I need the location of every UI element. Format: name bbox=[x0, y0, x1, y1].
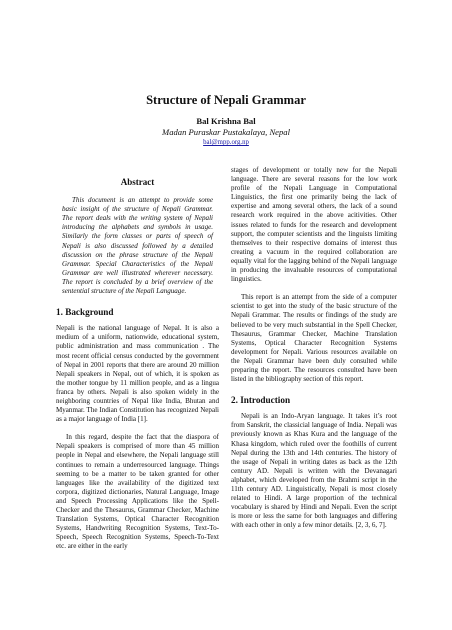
paragraph: Nepali is the national language of Nepal. It is also a medium of a uniform, nationwide, educational system, public administration and mass communication . The most recent official census conducted by the government of Nepal in 2001 reports that there are around 20 million Nepali speakers in Nepal, out of which, it is spoken as the mother tongue by 11 million people, and as a lingua franca by others. Nepali is also spoken widely in the neighboring countries of Nepal like India, Bhutan and Myanmar. The Indian Constitution has recognized Nepali as a major language of India [1]. bbox=[56, 324, 219, 424]
abstract-text: This document is an attempt to provide some basic insight of the structure of Nepali Grammar. The report deals with the writing system of Nepali introducing the alphabets and symbols in usage. Similarly the form classes or parts of speech of Nepali is also discussed followed by a detailed discussion on the phrase structure of the Nepali Grammar. Special Characteristics of the Nepali Grammar are well illustrated wherever necessary. The report is concluded by a brief overview of the sentential structure of the Nepali Language. bbox=[62, 196, 213, 296]
right-column bbox=[231, 166, 397, 539]
author-affiliation: Madan Puraskar Pustakalaya, Nepal bbox=[162, 127, 290, 137]
paragraph: Nepali is an Indo-Aryan language. It takes it’s root from Sanskrit, the classicial language of India. Nepali was previously known as Khas Kura and the language of the Khasa kingdom, which ruled over the foothills of current Nepal during the 13th and 14th centuries. The history of the usage of Nepali in writing dates as back as the 12th century AD. Nepali is written with the Devanagari alphabet, which developed from the Brahmi script in the 11th century AD. Linguistically, Nepali is most closely related to Hindi. A large proportion of the technical vocabulary is shared by Hindi and Nepali. Even the script is more or less the same for both languages and differing with each other in only a few minor details. [2, 3, 6, 7]. bbox=[231, 412, 397, 530]
author-name: Bal Krishna Bal bbox=[196, 116, 256, 126]
abstract-heading: Abstract bbox=[120, 177, 155, 187]
section-heading-background: 1. Background bbox=[56, 307, 114, 318]
section-heading-introduction: 2. Introduction bbox=[231, 395, 291, 406]
paragraph: This report is an attempt from the side of a computer scientist to get into the study of the basic structure of the Nepali Grammar. The results or findings of the study are believed to be very much substantial in the Spell Checker, Thesaurus, Grammar Checker, Machine Translation Systems, Optical Character Recognition Systems development for Nepali. Various resources available on the Nepali Grammar have been duly consulted while preparing the report. The resources consulted have been listed in the bibliography section of this report. bbox=[231, 293, 397, 384]
paragraph: stages of development or totally new for the Nepali language. There are several reasons for the low work profile of the Nepali Language in Computational Linguistics, the first one primarily being the lack of expertise and among several others, the lack of a sound research work required in the above acitivities. Other issues related to funds for the research and development support, the computer scientists and the linguists limiting themselves to their respective domains of interest thus creating a vacuum in the required collaboration are equally vital for the lagging behind of the Nepali language in producing the invaluable resources of computational linguistics. bbox=[231, 166, 397, 284]
author-email-link[interactable]: bal@mpp.org.np bbox=[203, 139, 249, 146]
paragraph: In this regard, despite the fact that the diaspora of Nepali speakers is comprised of more than 45 million people in Nepal and elsewhere, the Nepali language still continues to remain a underresourced language. Things seeming to be a matter to be taken granted for other languages like the availability of the digitized text corpora, digitized dictionaries, Natural Language, Image and Speech Processing Applications like the Spell-Checker and the Thesaurus, Grammar Checker, Machine Translation Systems, Optical Character Recognition Systems, Handwriting Recognition Systems, Text-To-Speech, Speech Recognition Systems, Speech-To-Text etc. are either in the early bbox=[56, 433, 219, 551]
left-column bbox=[56, 166, 219, 560]
paper-title: Structure of Nepali Grammar bbox=[146, 93, 306, 107]
